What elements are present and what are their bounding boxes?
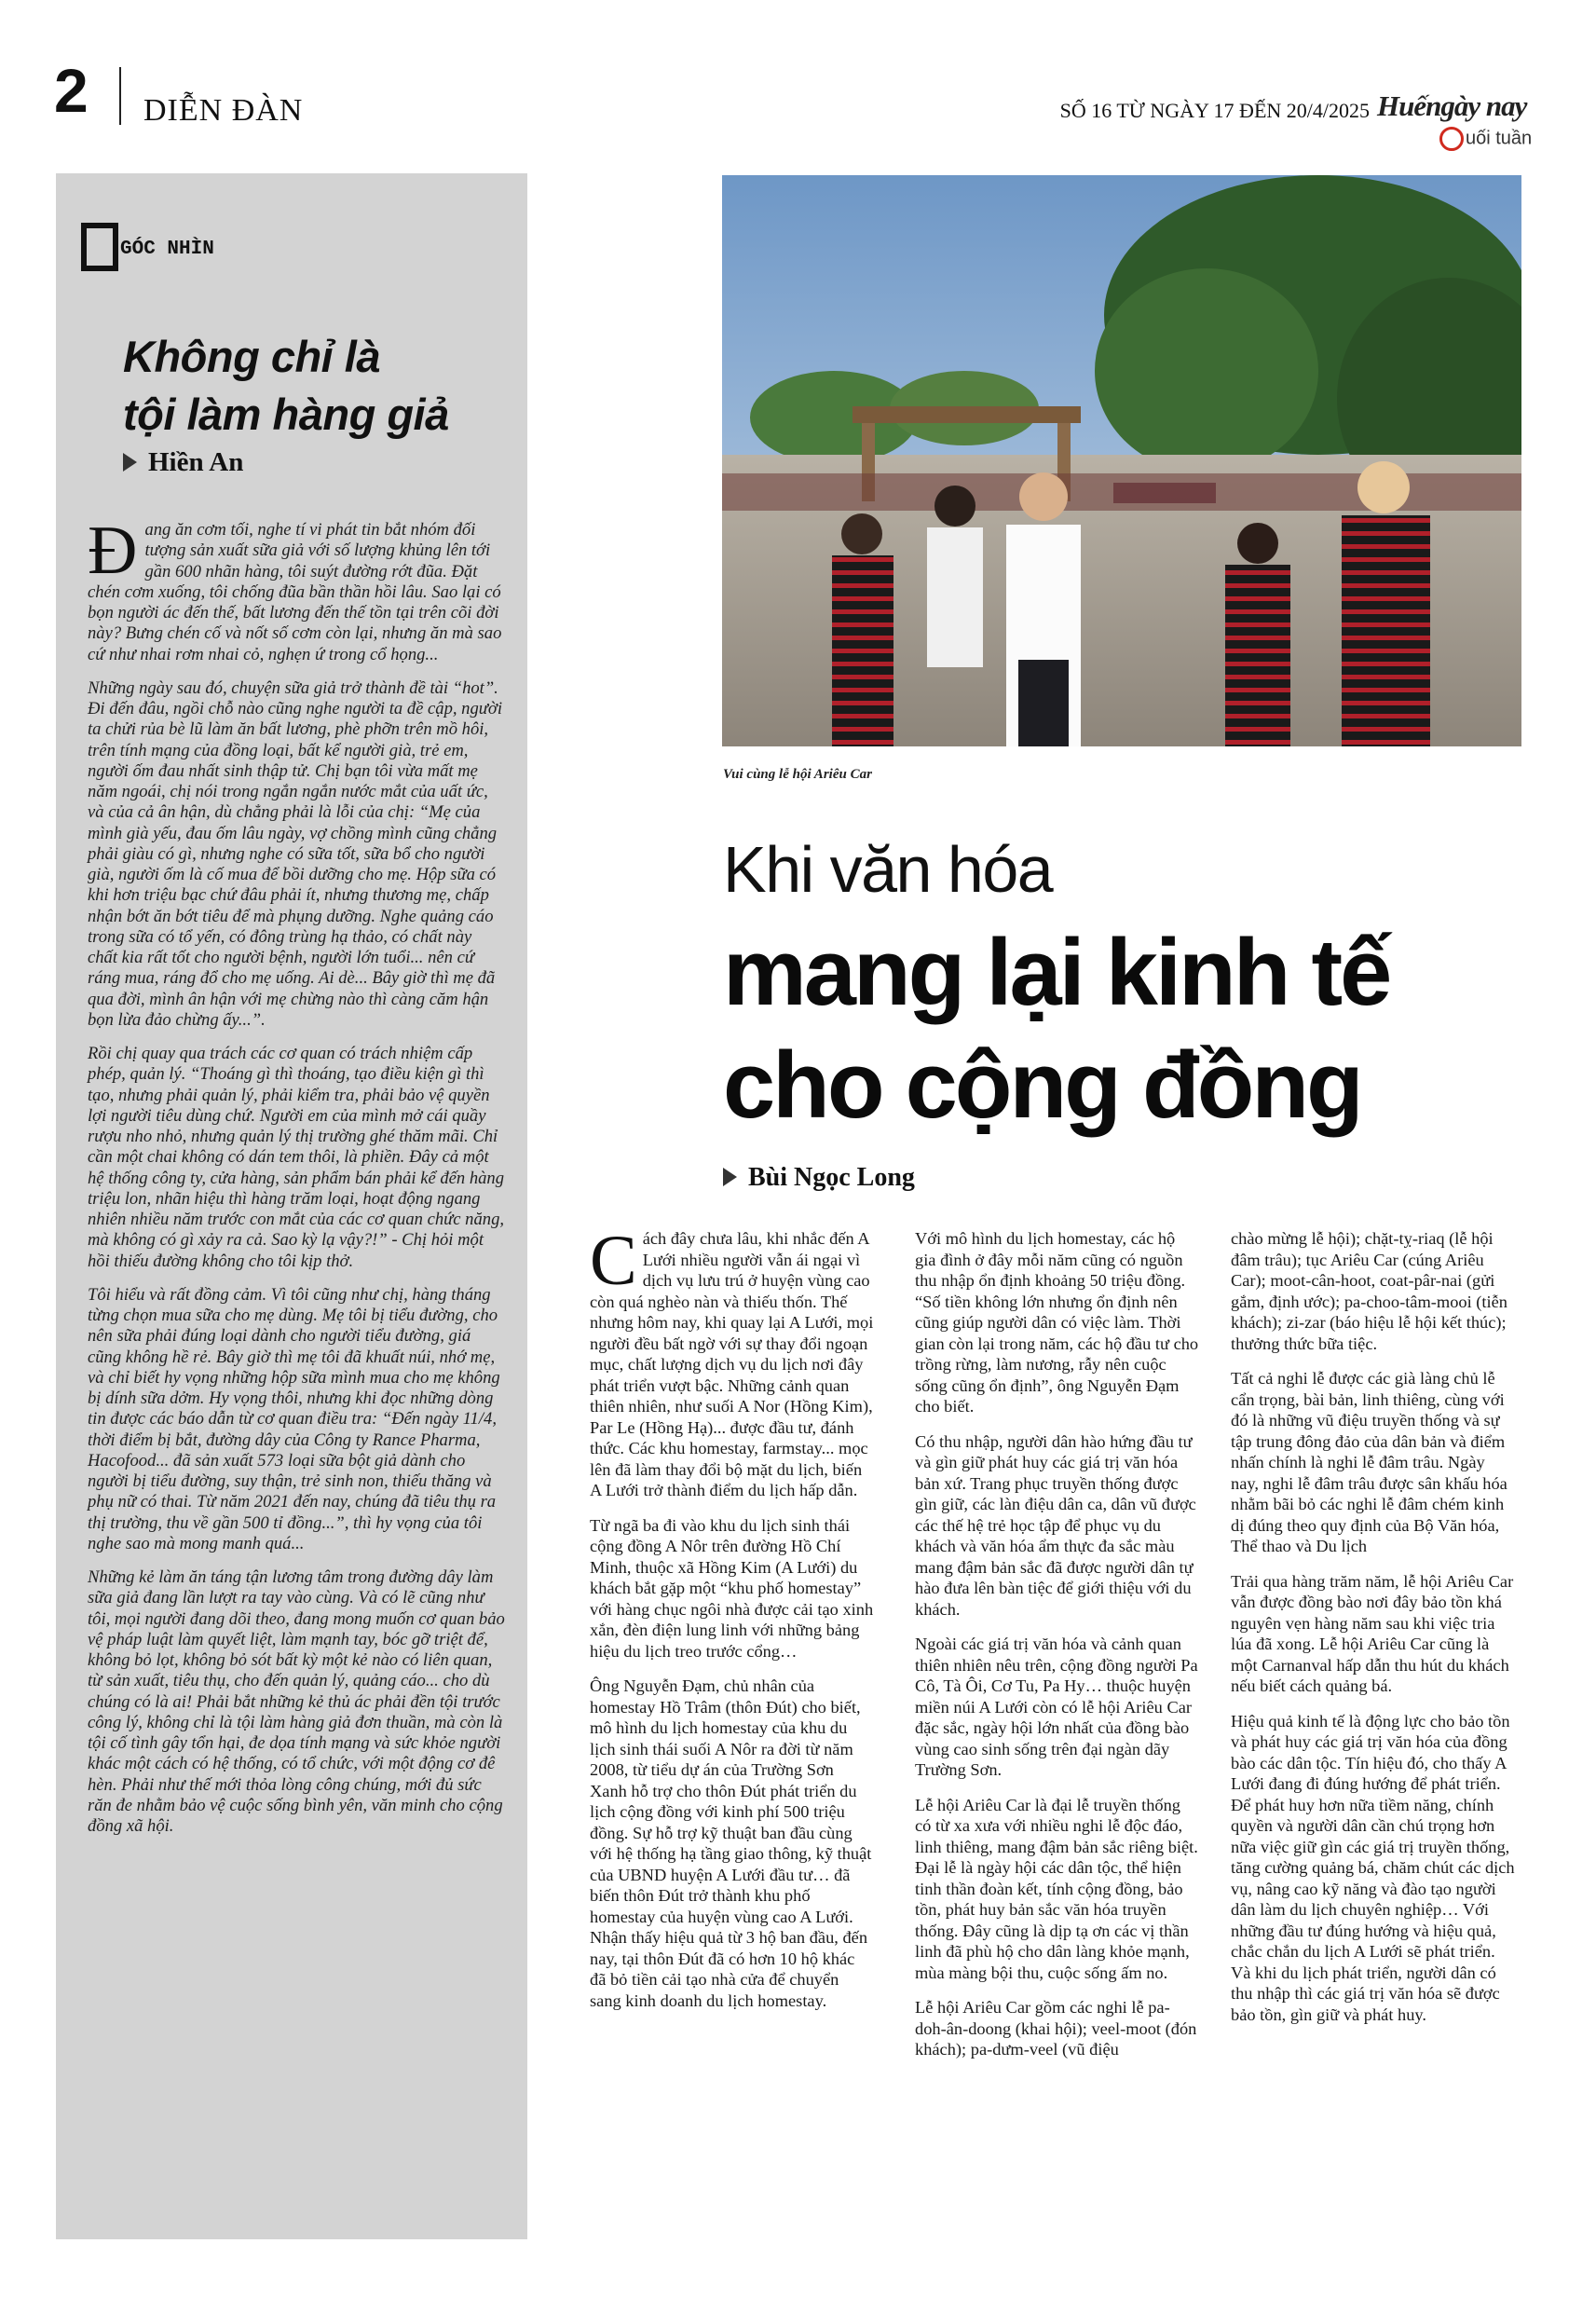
- headline: [723, 917, 1580, 1142]
- headline-kicker: Khi văn hóa: [723, 833, 1053, 906]
- article-paragraph: Ngoài các giá trị văn hóa và cảnh quan thiên nhiên nêu trên, cộng đồng người Pa Cô, Tà Ôi, Cơ Tu, Pa Hy… thuộc huyện miền núi A Lưới còn có lễ hội Ariêu Car đặc sắc, ngày hội lớn nhất của đồng bào vùng cao sinh sống trên đại ngàn dãy Trường Sơn.: [915, 1635, 1198, 1779]
- article-paragraph-text: ách đây chưa lâu, khi nhắc đến A Lưới nhiều người vẫn ái ngại vì dịch vụ lưu trú ở huyện vùng cao còn quá nghèo nàn và thiếu thốn. Thế nhưng hôm nay, khi quay lại A Lưới, mọi người đều bất ngờ với sự thay đổi ngoạn mục, chất lượng dịch vụ du lịch nơi đây phát triển vượt bậc. Những cảnh quan thiên nhiên, như suối A Nor (Hồng Kim), Par Le (Hồng Hạ)... được đầu tư, đánh thức. Các khu homestay, farmstay... mọc lên đã làm thay đổi bộ mặt du lịch, biến A Lưới trở thành điểm du lịch hấp dẫn.: [590, 1229, 874, 1499]
- article-paragraph: Từ ngã ba đi vào khu du lịch sinh thái cộng đồng A Nôr trên đường Hồ Chí Minh, thuộc xã Hồng Kim (A Lưới) du khách bắt gặp một “khu phố homestay” với hàng chục ngôi nhà được cải tạo xinh xắn, đèn điện lung linh với những bảng hiệu du lịch treo trước cổng…: [590, 1515, 874, 1661]
- headline-line1: mang lại kinh tế: [723, 921, 1390, 1025]
- article-column-1: [590, 1222, 874, 2025]
- play-triangle-icon: [123, 453, 137, 472]
- sidebar-author: Hiền An: [148, 447, 244, 477]
- article-paragraph: Có thu nhập, người dân hào hứng đầu tư và gìn giữ phát huy các giá trị văn hóa bản xứ. Trang phục truyền thống được gìn giữ, các làn điệu dân ca, dân vũ được các thế hệ trẻ học tập để phục vụ du khách và văn hóa ẩm thực đa sắc màu mang đậm bản sắc đã được người dân tự hào đưa lên bàn tiệc để giới thiệu với du khách.: [915, 1431, 1196, 1619]
- article-paragraph: Trải qua hàng trăm năm, lễ hội Ariêu Car vẫn được đồng bào nơi đây bảo tồn khá nguyên vẹn hàng năm sau khi việc tria lúa đã xong. Lễ hội Ariêu Car cũng là một Carnanval hấp dẫn thu hút du khách nếu biết cách quảng bá.: [1231, 1571, 1514, 1695]
- section-name: DIỄN ĐÀN: [143, 93, 304, 128]
- article-author: Bùi Ngọc Long: [748, 1163, 915, 1192]
- festival-photo: [722, 175, 1521, 746]
- sidebar-paragraph: Những ngày sau đó, chuyện sữa giả trở thành đề tài “hot”. Đi đến đâu, ngồi chỗ nào cũng nghe người ta đề cập, người ta chửi rủa bè lũ làm ăn bất lương, phè phỡn trên mồ hôi, trên tính mạng của đồng loại, bất kể người già, trẻ em, người ốm đau nhất sinh thập tử. Chị bạn tôi vừa mất mẹ năm ngoái, chị nói trong ngắn ngắn nước mắt của uất ức, và của cả ân hận, dù chẳng phải là lỗi của chị: “Mẹ của mình già yếu, đau ốm lâu ngày, vợ chồng mình cũng chẳng phải giàu có gì, nhưng nghe có sữa tốt, sữa bổ cho người già, người ốm là cố mua để bồi dưỡng cho mẹ. Hộp sữa có khi hơn triệu bạc chứ đâu phải ít, nhưng thương mẹ, chấp nhận bớt ăn bớt tiêu để mà phụng dưỡng. Nghe quảng cáo trong sữa có tổ yến, có đông trùng hạ thảo, có chất này chất kia rất tốt cho người bệnh, người lớn tuổi... nên cứ ráng mua, ráng đổ cho mẹ uống. Ai dè... Bây giờ thì mẹ đã qua đời, mình ân hận với mẹ chừng nào thì càng căm hận bọn lừa đảo chừng ấy...”.: [88, 677, 502, 1030]
- article-paragraph: Với mô hình du lịch homestay, các hộ gia đình ở đây mỗi năm cũng có nguồn thu nhập ổn định khoảng 50 triệu đồng. “Số tiền không lớn nhưng ổn định nên cũng giúp người dân có việc làm. Thời gian còn lại trong năm, các hộ đầu tư cho trồng rừng, làm nương, rẫy nên cuộc sống cũng ổn định”, ông Nguyễn Đạm cho biết.: [915, 1229, 1199, 1416]
- article-byline: [723, 1163, 915, 1193]
- corner-bracket-icon: [81, 223, 118, 271]
- sidebar-paragraph: Tôi hiểu và rất đồng cảm. Vì tôi cũng như chị, hàng tháng từng chọn mua sữa cho mẹ dùng. Mẹ tôi bị tiểu đường, cho nên sữa phải đúng loại dành cho người tiểu đường, giá cũng không hề rẻ. Bây giờ thì mẹ tôi đã khuất núi, nhớ mẹ, và chỉ biết hy vọng những hộp sữa mình mua cho mẹ không bị dính sữa dởm. Hy vọng thôi, nhưng khi đọc những dòng tin được các báo dẫn từ cơ quan điều tra: “Đến ngày 11/4, thời điểm bị bắt, đường dây của Công ty Rance Pharma, Hacofood... đã sản xuất 573 loại sữa bột giả dành cho người bị tiểu đường, suy thận, trẻ sinh non, thiếu thăng và phụ nữ có thai. Từ năm 2021 đến nay, chúng đã tiêu thụ ra thị trường, thu về gần 500 tỉ đồng...”, thì hy vọng của tôi nghe sao mà mong manh quá...: [88, 1284, 500, 1553]
- sidebar-paragraph: Những kẻ làm ăn táng tận lương tâm trong đường dây làm sữa giả đang lần lượt ra tay vào cùng. Và có lẽ cũng như tôi, mọi người đang dõi theo, đang mong muốn cơ quan bảo vệ pháp luật làm quyết liệt, làm mạnh tay, bóc gỡ triệt để, không bỏ lọt, không bỏ sót bất kỳ một kẻ nào có liên quan, từ sản xuất, tiêu thụ, cho đến quản lý, quảng cáo... cho dù chúng có là ai! Phải bắt những kẻ thủ ác phải đền tội trước công lý, không chỉ là tội làm hàng giả đơn thuần, mà còn là tội cố tình gây tổn hại, đe dọa tính mạng và sức khỏe người khác một cách có hệ thống, có tổ chức, với một động cơ đê hèn. Phải như thế mới thỏa lòng công chúng, mới đủ sức răn đe nhằm bảo vệ cuộc sống bình yên, văn minh cho cộng đồng xã hội.: [88, 1567, 505, 1836]
- issue-info: SỐ 16 TỪ NGÀY 17 ĐẾN 20/4/2025: [1059, 99, 1370, 122]
- opinion-sidebar: [56, 173, 527, 2239]
- sidebar-body: [88, 513, 505, 1850]
- sidebar-dropcap: Đ: [88, 513, 138, 589]
- article-paragraph: Hiệu quả kinh tế là động lực cho bảo tồn và phát huy các giá trị văn hóa của đồng bào các dân tộc. Tín hiệu đó, cho thấy A Lưới đang đi đúng hướng để phát triển. Để phát huy hơn nữa tiềm năng, chính quyền và người dân cần chú trọng hơn nữa việc giữ gìn các giá trị truyền thống, tăng cường quảng bá, chăm chút các dịch vụ, nâng cao kỹ năng và đào tạo người dân làm du lịch chuyên nghiệp… Với những đầu tư đúng hướng và hiệu quả, chắc chắn du lịch A Lưới sẽ phát triển. Và khi du lịch phát triển, người dân có thu nhập thì các giá trị văn hóa sẽ được bảo tồn, gìn giữ và phát huy.: [1231, 1711, 1515, 2024]
- brand-logo: Huếngày nay: [1377, 89, 1527, 122]
- brand-subtitle-text: uối tuần: [1466, 128, 1533, 149]
- sidebar-title-line1: Không chỉ là: [123, 332, 380, 381]
- sidebar-title-line2: tội làm hàng giả: [123, 390, 449, 439]
- article-paragraph: [590, 1222, 874, 1501]
- header-divider: [119, 67, 121, 125]
- article-dropcap: C: [590, 1222, 637, 1300]
- article-paragraph: chào mừng lễ hội); chặt-tỵ-riaq (lễ hội đâm trâu); tục Ariêu Car (cúng Ariêu Car); moot-cân-hoot, coat-pâr-nai (gửi gắm, định ước); pa-choo-tâm-mooi (tiễn khách); zi-zar (báo hiệu lễ hội kết thúc); thưởng thức bữa tiệc.: [1231, 1229, 1507, 1353]
- brand-subtitle: [1439, 127, 1532, 151]
- sidebar-label: GÓC NHÌN: [118, 239, 218, 260]
- sidebar-paragraph-text: ang ăn cơm tối, nghe tí vi phát tin bắt nhóm đối tượng sản xuất sữa giả với số lượng khủng lên tới gần 600 nhãn hàng, tôi suýt đường rớt đũa. Đặt chén cơm xuống, tôi chống đũa bần thần hồi lâu. Sao lại có bọn người ác đến thế, bất lương đến thế tồn tại trên cõi đời này? Bưng chén cố và nốt số cơm còn lại, nhưng ăn mà sao cứ như nhai rơm nhai cỏ, nghẹn ứ trong cổ họng...: [88, 520, 502, 664]
- sidebar-paragraph: Rồi chị quay qua trách các cơ quan có trách nhiệm cấp phép, quản lý. “Thoáng gì thì thoáng, tạo điều kiện gì thì tạo, nhưng phải quản lý, phải kiểm tra, phải bảo vệ quyền lợi người tiêu dùng chứ. Người em của mình mở cái quầy rượu nho nhỏ, nhưng quản lý thị trường ghé thăm mãi. Chỉ cần một chai không có dán tem thôi, là phiền. Đây cả một hệ thống công ty, cửa hàng, sản phẩm bán phải kể đến hàng triệu lon, nhãn hiệu thì hàng trăm loại, hoạt động ngang nhiên nhiều năm trước con mắt của các cơ quan chức năng, mà không có gì xảy ra cả. Sao kỳ lạ vậy?!” - Chị hỏi một hồi thiếu đường không cho tôi kịp thở.: [88, 1044, 505, 1271]
- article-paragraph: Lễ hội Ariêu Car là đại lễ truyền thống có từ xa xưa với nhiều nghi lễ độc đáo, linh thiêng, mang đậm bản sắc riêng biệt. Đại lễ là ngày hội các dân tộc, thể hiện tinh thần đoàn kết, tính cộng đồng, bảo tồn, phát huy bản sắc văn hóa truyền thống. Đây cũng là dịp tạ ơn các vị thần linh đã phù hộ cho dân làng khỏe mạnh, mùa màng bội thu, cuộc sống ấm no.: [915, 1795, 1198, 1982]
- article-column-2: [915, 1228, 1199, 2074]
- headline-line2: cho cộng đồng: [723, 1033, 1361, 1138]
- play-triangle-icon: [723, 1168, 737, 1186]
- sidebar-byline: [123, 447, 243, 478]
- article-column-3: [1231, 1228, 1515, 2039]
- sidebar-title: [123, 328, 514, 444]
- article-paragraph: Lễ hội Ariêu Car gồm các nghi lễ pa-doh-ân-doong (khai hội); veel-moot (đón khách); pa-dưm-veel (vũ điệu: [915, 1998, 1197, 2059]
- article-paragraph: Ông Nguyễn Đạm, chủ nhân của homestay Hồ Trâm (thôn Đút) cho biết, mô hình du lịch homestay của khu du lịch sinh thái suối A Nôr ra đời từ năm 2008, từ tiểu dự án của Trường Sơn Xanh hỗ trợ cho thôn Đút phát triển du lịch cộng đồng với kinh phí 500 triệu đồng. Sự hỗ trợ kỹ thuật ban đầu cùng với hệ thống hạ tầng giao thông, kỹ thuật của UBND huyện A Lưới đầu tư… đã biến thôn Đút trở thành khu phố homestay của huyện vùng cao A Lưới. Nhận thấy hiệu quả từ 3 hộ ban đầu, đến nay, tại thôn Đút đã có hơn 10 hộ khác đã bỏ tiền cải tạo nhà cửa để chuyển sang kinh doanh du lịch homestay.: [590, 1676, 872, 2010]
- sidebar-paragraph: [88, 513, 505, 665]
- article-paragraph: Tất cả nghi lễ được các già làng chủ lễ cẩn trọng, bài bản, linh thiêng, cùng với đó là những vũ điệu truyền thống và sự tập trung đông đảo của dân bản và điểm nhấn chính là nghi lễ đâm trâu. Ngày nay, nghi lễ đâm trâu được sân khấu hóa nhằm bãi bỏ các nghi lễ đâm chém kinh dị đúng theo quy định của Bộ Văn hóa, Thể thao và Du lịch: [1231, 1369, 1507, 1555]
- page-number: 2: [54, 56, 89, 125]
- photo-caption: Vui cùng lễ hội Ariêu Car: [723, 767, 872, 782]
- brand-c-icon: [1439, 127, 1464, 151]
